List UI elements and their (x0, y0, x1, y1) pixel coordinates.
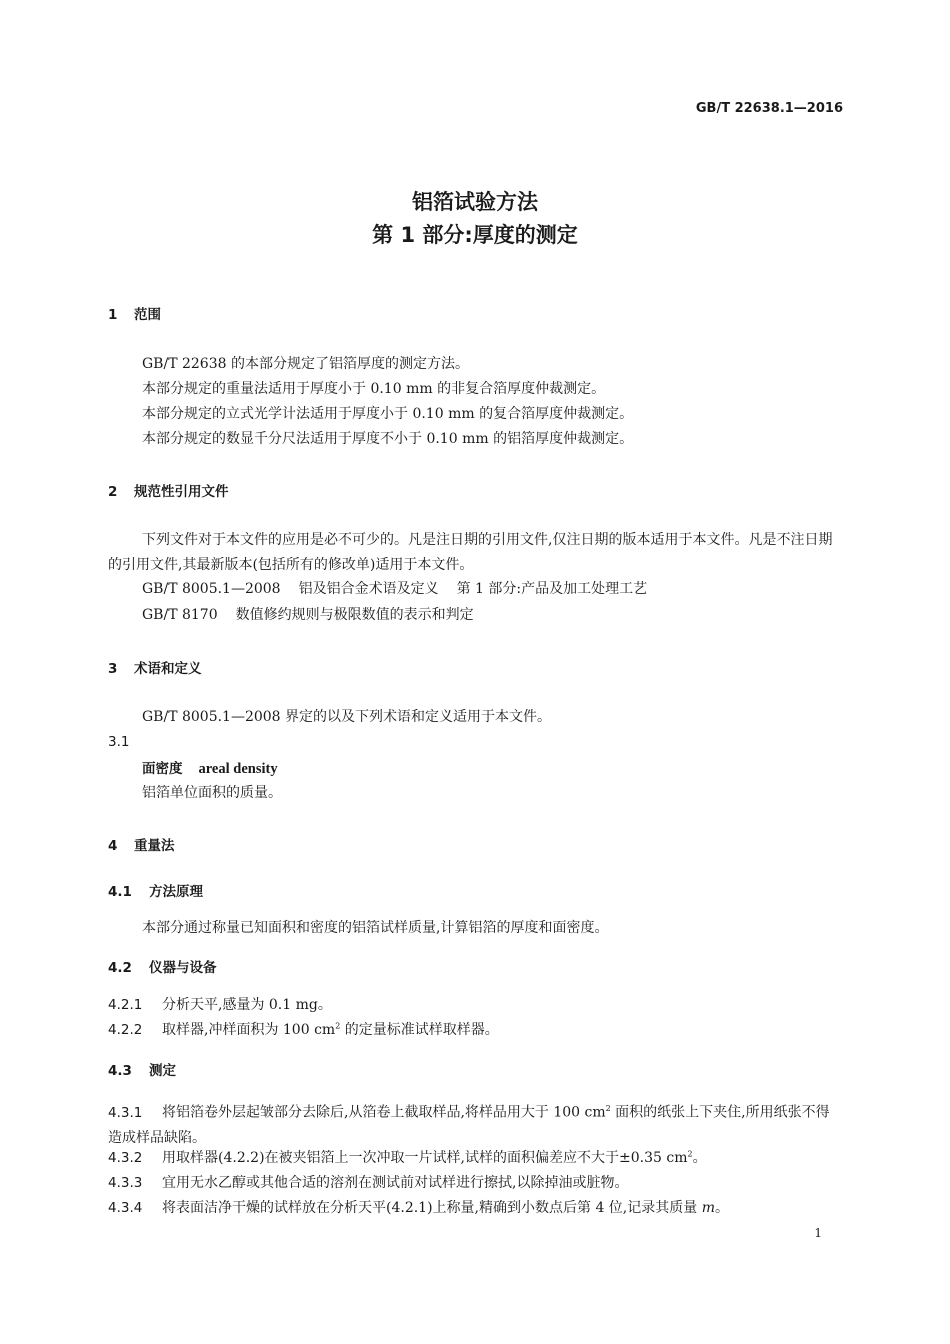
title-line-1: 铝箔试验方法 (412, 190, 538, 214)
section-4-1-heading: 4.1 方法原理 (108, 884, 203, 900)
section-4-3-heading: 4.3 测定 (108, 1063, 176, 1079)
section-1-para-1: GB/T 22638 的本部分规定了铝箔厚度的测定方法。 (142, 356, 469, 372)
section-3-intro: GB/T 8005.1—2008 界定的以及下列术语和定义适用于本文件。 (142, 709, 552, 725)
term-entry: 面密度 areal density (142, 761, 278, 777)
section-3-heading: 3 术语和定义 (108, 661, 202, 677)
reference-2: GB/T 8170 数值修约规则与极限数值的表示和判定 (142, 607, 474, 623)
item-4-3-4: 4.3.4 将表面洁净干燥的试样放在分析天平(4.2.1)上称量,精确到小数点后第 4 位,记录其质量 m。 (108, 1200, 729, 1216)
section-1-para-2: 本部分规定的重量法适用于厚度小于 0.10 mm 的非复合箔厚度仲裁测定。 (142, 381, 606, 397)
section-2-heading: 2 规范性引用文件 (108, 484, 229, 500)
section-1-para-4: 本部分规定的数显千分尺法适用于厚度不小于 0.10 mm 的铝箔厚度仲裁测定。 (142, 431, 634, 447)
section-4-1-text: 本部分通过称量已知面积和密度的铝箔试样质量,计算铝箔的厚度和面密度。 (142, 920, 609, 936)
item-4-3-1: 4.3.1 将铝箔卷外层起皱部分去除后,从箔卷上截取样品,将样品用大于 100 $cm^2$ 面积的纸张上下夹住,所用纸张不得造成样品缺陷。 (108, 1104, 830, 1146)
section-1-para-3: 本部分规定的立式光学计法适用于厚度小于 0.10 mm 的复合箔厚度仲裁测定。 (142, 406, 634, 422)
reference-1: GB/T 8005.1—2008 铝及铝合金术语及定义 第 1 部分:产品及加工处理工艺 (142, 581, 648, 597)
section-4-heading: 4 重量法 (108, 838, 175, 854)
item-4-2-1: 4.2.1 分析天平,感量为 0.1 mg。 (108, 997, 332, 1013)
page-number: 1 (814, 1226, 822, 1240)
term-definition: 铝箔单位面积的质量。 (142, 785, 282, 801)
section-4-2-heading: 4.2 仪器与设备 (108, 960, 217, 976)
standard-number: GB/T 22638.1—2016 (695, 101, 843, 116)
section-2-intro: 下列文件对于本文件的应用是必不可少的。凡是注日期的引用文件,仅注日期的版本适用于本文件。凡是不注日期的引用文件,其最新版本(包括所有的修改单)适用于本文件。 (108, 532, 833, 573)
item-4-3-2: 4.3.2 用取样器(4.2.2)在被夹铝箔上一次冲取一片试样,试样的面积偏差应不大于±0.35 $cm^2$。 (108, 1149, 707, 1166)
term-number: 3.1 (108, 734, 130, 750)
title-line-2: 第 1 部分:厚度的测定 (372, 223, 578, 247)
section-1-heading: 1 范围 (108, 307, 161, 323)
item-4-2-2: 4.2.2 取样器,冲样面积为 100 $cm^2$ 的定量标准试样取样器。 (108, 1021, 499, 1038)
item-4-3-3: 4.3.3 宜用无水乙醇或其他合适的溶剂在测试前对试样进行擦拭,以除掉油或脏物。 (108, 1175, 629, 1191)
